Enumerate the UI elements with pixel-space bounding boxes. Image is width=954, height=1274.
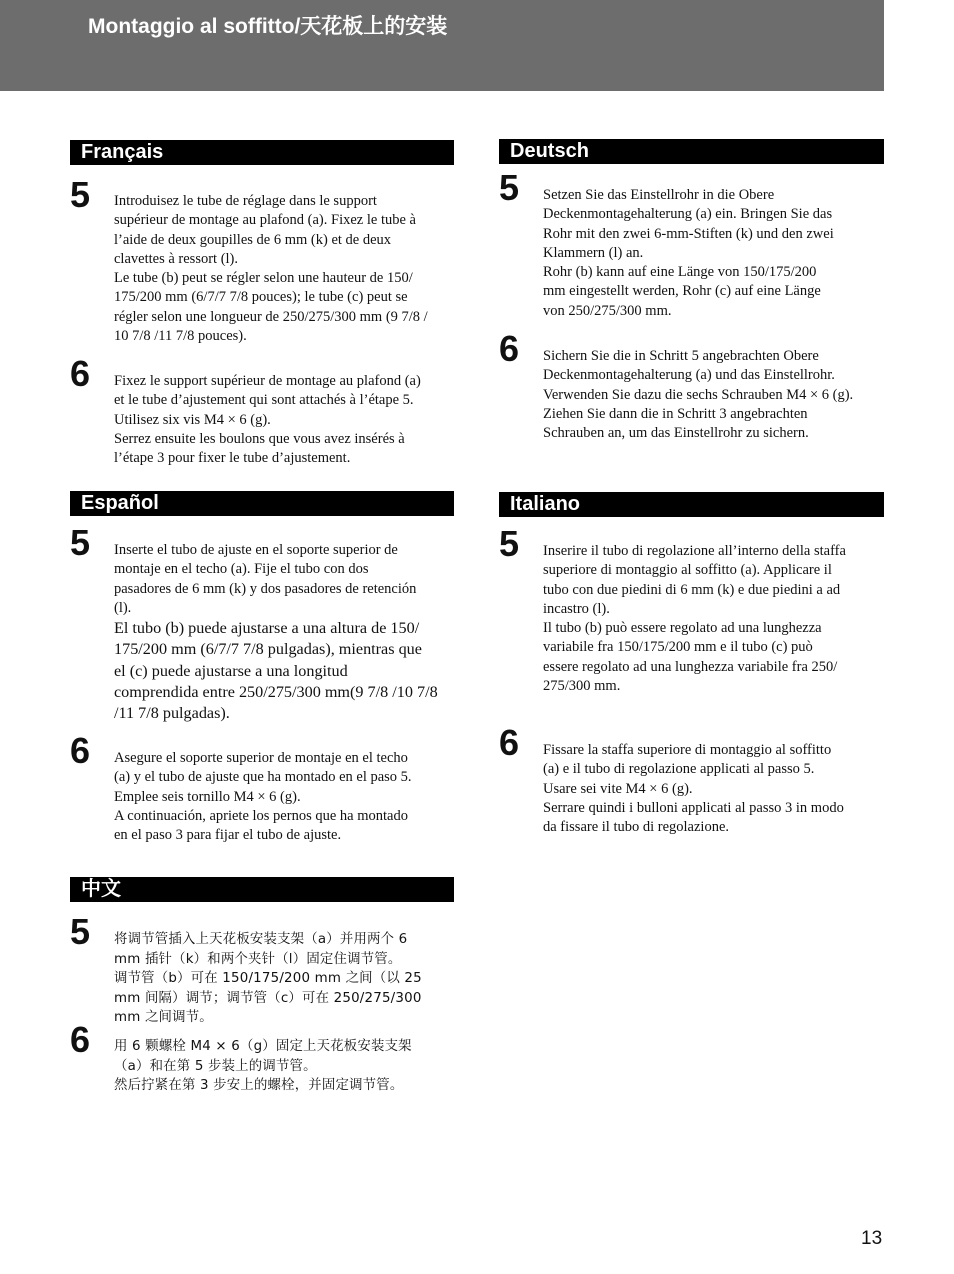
text-line: 175/200 mm (6/7/7 7/8 pulgadas), mientras que [114, 640, 422, 659]
text-line: (a) y el tubo de ajuste que ha montado en el paso 5. [114, 769, 412, 786]
text-line: el (c) puede ajustarse a una longitud [114, 661, 348, 680]
text-line: 10 7/8 /11 7/8 pouces). [114, 328, 247, 345]
step-number-6-zh: 6 [70, 1019, 91, 1060]
text-line: 175/200 mm (6/7/7 7/8 pouces); le tube (c) peut se [114, 289, 408, 306]
text-line: superiore di montaggio al soffitto (a). Applicare il [543, 562, 832, 579]
text-line: l’aide de deux goupilles de 6 mm (k) et de deux [114, 231, 392, 248]
step-6-text-zh [114, 1037, 459, 1096]
text-line: Ziehen Sie dann die in Schritt 3 angebrachten [543, 405, 808, 422]
step-5-text-zh [114, 930, 459, 1028]
text-line: mm 间隔）调节；调节管（c）可在 250/275/300 [114, 990, 422, 1006]
text-line: Verwenden Sie dazu die sechs Schrauben M4 × 6 (g). [543, 386, 854, 403]
text-line: pasadores de 6 mm (k) y dos pasadores de retención [114, 580, 417, 597]
text-line: /11 7/8 pulgadas). [114, 704, 230, 722]
text-line: tubo con due piedini di 6 mm (k) e due piedini a ad [543, 581, 841, 598]
step-number-5-it: 5 [499, 523, 520, 564]
step-6-text-es [114, 749, 459, 845]
text-line: essere regolato ad una lunghezza variabile fra 250/ [543, 658, 838, 675]
step-number-5-zh: 5 [70, 911, 91, 952]
text-line: Sichern Sie die in Schritt 5 angebrachten Obere [543, 348, 819, 364]
text-line: Rohr (b) kann auf eine Länge von 150/175/200 [543, 264, 817, 281]
step-number-5-de: 5 [499, 167, 520, 208]
text-line: Il tubo (b) può essere regolato ad una lunghezza [543, 620, 822, 637]
step-5-text-it [543, 542, 888, 696]
step-number-6-de: 6 [499, 328, 520, 369]
step-5-text-fr [114, 192, 459, 346]
text-line: Inserire il tubo di regolazione all’interno della staffa [543, 543, 846, 559]
page-number: 13 [861, 1228, 883, 1249]
text-line: El tubo (b) puede ajustarse a una altura de 150/ [114, 619, 420, 638]
step-number-6-it: 6 [499, 722, 520, 763]
text-line: Utilisez six vis M4 × 6 (g). [114, 411, 271, 428]
text-line: Deckenmontagehalterung (a) ein. Bringen Sie das [543, 206, 833, 223]
step-6-text-it [543, 741, 888, 837]
text-line: Fissare la staffa superiore di montaggio al soffitto [543, 742, 832, 758]
text-line: 用 6 颗螺栓 M4 × 6（g）固定上天花板安装支架 [114, 1039, 412, 1054]
text-line: A continuación, apriete los pernos que ha montado [114, 807, 408, 824]
text-line: von 250/275/300 mm. [543, 302, 672, 319]
text-line: Fixez le support supérieur de montage au plafond (a) [114, 373, 421, 389]
section-heading-italiano: Italiano [499, 492, 884, 517]
text-line: （a）和在第 5 步装上的调节管。 [114, 1058, 317, 1074]
section-heading-francais: Français [70, 140, 454, 165]
text-line: Deckenmontagehalterung (a) und das Einstellrohr. [543, 367, 835, 384]
step-number-6-fr: 6 [70, 353, 91, 394]
text-line: 调节管（b）可在 150/175/200 mm 之间（以 25 [114, 971, 422, 986]
text-line: montaje en el techo (a). Fije el tubo con dos [114, 561, 369, 578]
text-line: l’étape 3 pour fixer le tube d’ajustement. [114, 450, 351, 467]
step-6-text-de [543, 347, 888, 443]
text-line: mm 插针（k）和两个夹针（l）固定住调节管。 [114, 951, 402, 967]
text-line: Usare sei vite M4 × 6 (g). [543, 780, 693, 797]
step-5-text-de [543, 186, 888, 321]
text-line: 275/300 mm. [543, 678, 621, 695]
text-line: (l). [114, 599, 132, 616]
text-line: variabile fra 150/175/200 mm e il tubo (c) può [543, 639, 813, 656]
text-line: Emplee seis tornillo M4 × 6 (g). [114, 788, 301, 805]
text-line: Le tube (b) peut se régler selon une hauteur de 150/ [114, 270, 413, 287]
section-heading-chinese: 中文 [70, 877, 454, 902]
text-line: Asegure el soporte superior de montaje en el techo [114, 750, 408, 766]
text-line: incastro (l). [543, 600, 610, 617]
step-6-text-fr [114, 372, 459, 468]
text-line: Klammern (l) an. [543, 244, 644, 261]
section-heading-espanol: Español [70, 491, 454, 516]
text-line: (a) e il tubo di regolazione applicati al passo 5. [543, 761, 815, 778]
step-number-5-fr: 5 [70, 174, 91, 215]
page-title: Montaggio al soffitto/天花板上的安装 [88, 15, 448, 38]
text-line: Serrez ensuite les boulons que vous avez insérés à [114, 430, 405, 447]
text-line: comprendida entre 250/275/300 mm(9 7/8 /10 7/8 [114, 682, 438, 701]
text-line: mm 之间调节。 [114, 1010, 213, 1025]
text-line: clavettes à ressort (l). [114, 250, 239, 267]
text-line: Serrare quindi i bulloni applicati al passo 3 in modo [543, 799, 844, 816]
text-line: en el paso 3 para fijar el tubo de ajuste. [114, 827, 342, 844]
text-line: Schrauben an, um das Einstellrohr zu sichern. [543, 425, 809, 442]
text-line: mm eingestellt werden, Rohr (c) auf eine Länge [543, 283, 821, 300]
text-line: régler selon une longueur de 250/275/300 mm (9 7/8 / [114, 308, 428, 325]
text-line: supérieur de montage au plafond (a). Fixez le tube à [114, 212, 416, 229]
header-band [0, 0, 884, 91]
text-line: 将调节管插入上天花板安装支架（a）并用两个 6 [114, 932, 408, 947]
text-line: Inserte el tubo de ajuste en el soporte superior de [114, 542, 398, 558]
text-line: Rohr mit den zwei 6-mm-Stiften (k) und den zwei [543, 225, 834, 242]
text-line: et le tube d’ajustement qui sont attachés à l’étape 5. [114, 392, 414, 409]
step-number-5-es: 5 [70, 522, 91, 563]
text-line: Introduisez le tube de réglage dans le support [114, 193, 377, 209]
text-line: Setzen Sie das Einstellrohr in die Obere [543, 187, 775, 203]
step-5-text-es [114, 541, 459, 724]
text-line: 然后拧紧在第 3 步安上的螺栓，并固定调节管。 [114, 1078, 404, 1093]
step-number-6-es: 6 [70, 730, 91, 771]
section-heading-deutsch: Deutsch [499, 139, 884, 164]
text-line: da fissare il tubo di regolazione. [543, 819, 730, 836]
